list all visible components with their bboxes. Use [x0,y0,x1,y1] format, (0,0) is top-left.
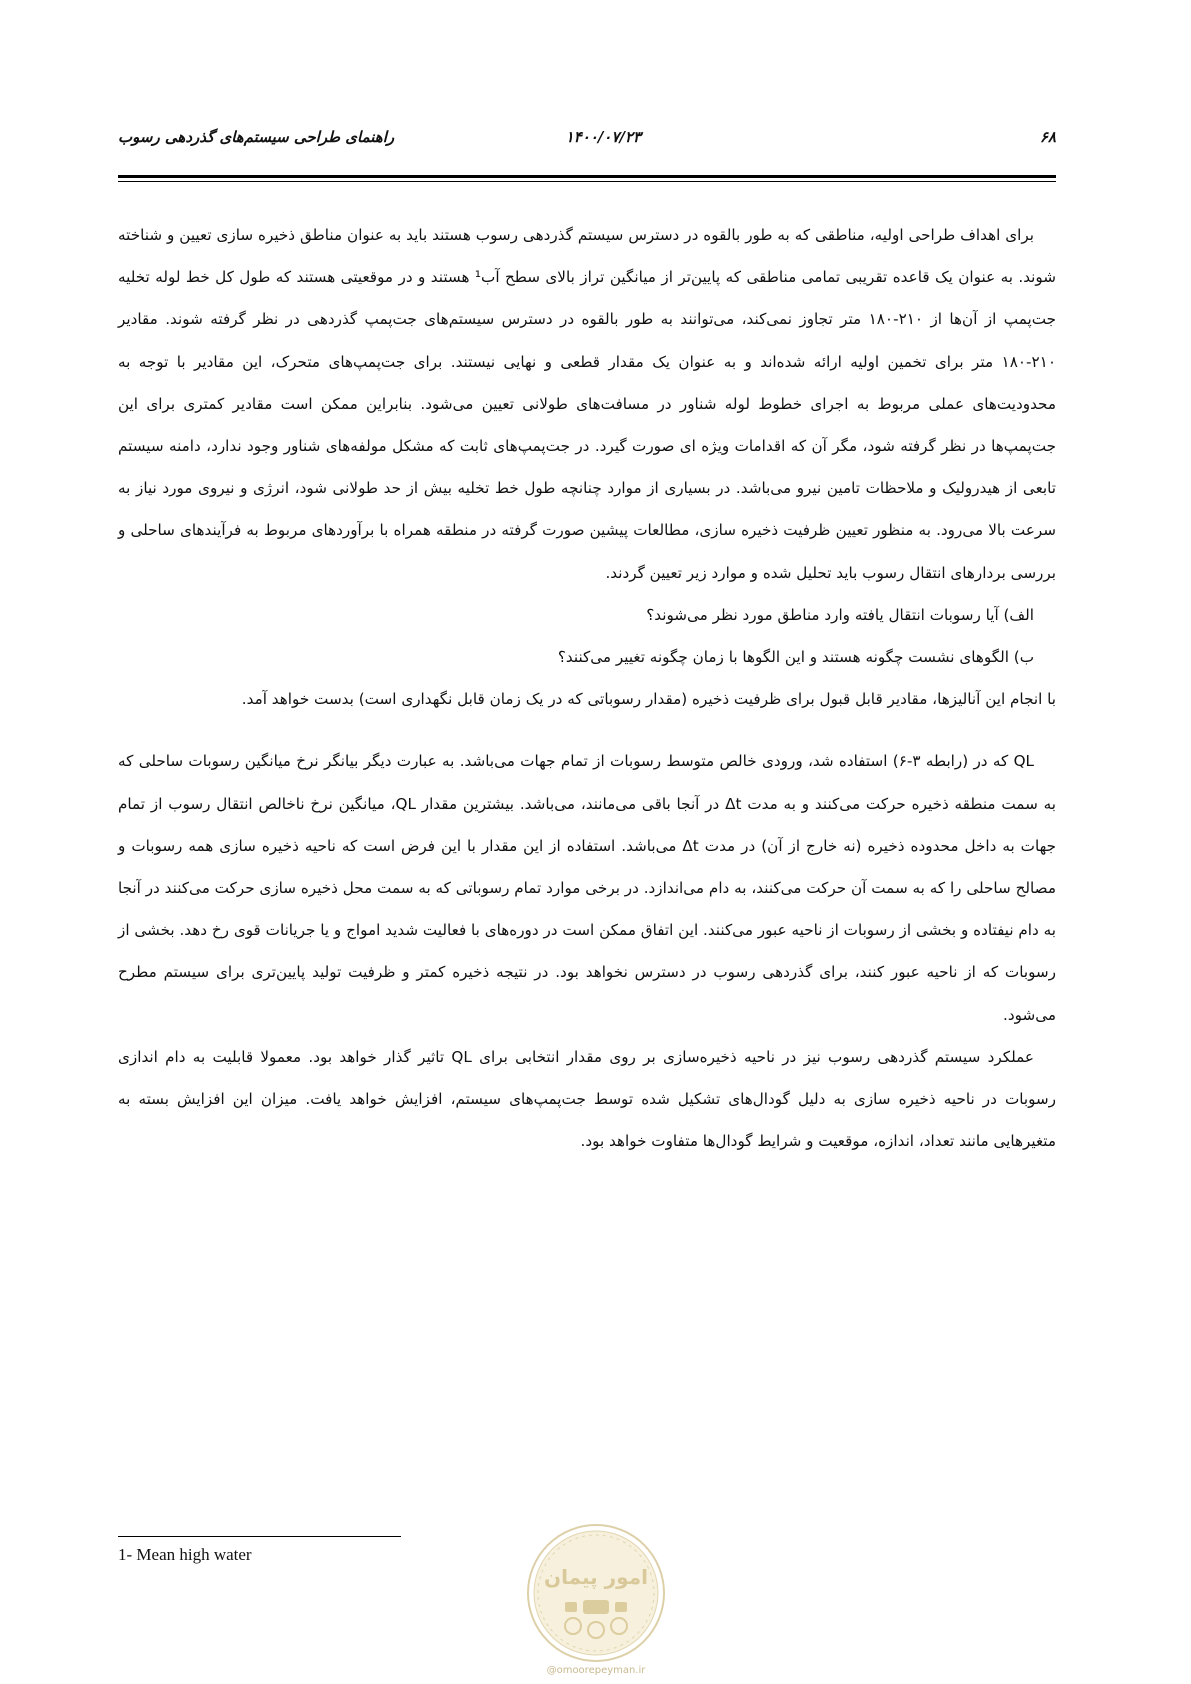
paragraph-storage-areas: برای اهداف طراحی اولیه، مناطقی که به طور بالقوه در دسترس سیستم گذردهی رسوب هستند باید به عنوان مناطق ذخیره سازی تعیین و شناخته شوند. به عنوان یک قاعده تقریبی تمامی مناطقی که پایین‌تر از میانگین تراز بالای سطح آب¹ هستند و در موقعیتی هستند که طول کل خط لوله تخلیه جت‌پمپ از آن‌ها از ۲۱۰-۱۸۰ متر تجاوز نمی‌کند، می‌توانند به طور بالقوه در دسترس سیستم‌های جت‌پمپ گذردهی در نظر گرفته شوند. مقادیر ۲۱۰-۱۸۰ متر برای تخمین اولیه ارائه شده‌اند و به عنوان یک مقدار قطعی و نهایی نیستند. برای جت‌پمپ‌های متحرک، این مقادیر با توجه به محدودیت‌های عملی مربوط به اجرای خطوط لوله شناور در مسافت‌های طولانی تعیین می‌شود. بنابراین ممکن است مقادیر کمتری برای این جت‌پمپ‌ها در نظر گرفته شود، مگر آن که اقدامات ویژه ای صورت گیرد. در جت‌پمپ‌های ثابت که مشکل مولفه‌های شناور وجود ندارد، دامنه سیستم تابعی از هیدرولیک و ملاحظات تامین نیرو می‌باشد. در بسیاری از موارد چنانچه طول خط تخلیه بیش از حد طولانی شود، انرژی و نیروی مورد نیاز به سرعت بالا می‌رود. به منظور تعیین ظرفیت ذخیره سازی، مطالعات پیشین صورت گرفته در منطقه همراه با برآوردهای مربوط به فرآیندهای ساحلی و بررسی بردارهای انتقال رسوب باید تحلیل شده و موارد زیر تعیین گردند. [118,226,1057,582]
page-number: ۶۸ [1039,128,1056,146]
seal-text: امور پیمان [544,1565,648,1589]
footnote: 1- Mean high water [118,1545,252,1564]
question-b: ب) الگوهای نشست چگونه هستند و این الگوها با زمان چگونه تغییر می‌کنند؟ [557,648,1034,667]
paragraph-ql-definition: QL که در (رابطه ۳-۶) استفاده شد، ورودی خالص متوسط رسوبات از تمام جهات می‌باشد. به عبارت دیگر بیانگر نرخ میانگین رسوبات ساحلی که به سمت منطقه ذخیره حرکت می‌کنند و به مدت Δt در آنجا باقی می‌مانند، می‌باشد. بیشترین مقدار QL، میانگین نرخ ناخالص انتقال رسوب از تمام جهات به داخل محدوده ذخیره (نه خارج از آن) در مدت Δt می‌باشد. استفاده از این مقدار با این فرض است که ناحیه ذخیره سازی همه رسوبات و مصالح ساحلی را که به سمت آن حرکت می‌کنند، به دام می‌اندازد. در برخی موارد تمام رسوباتی که به سمت محل ذخیره سازی حرکت می‌کنند در آنجا به دام نیفتاده و بخشی از رسوبات از ناحیه عبور می‌کنند. این اتفاق ممکن است در دوره‌های با فعالیت شدید امواج و یا جریانات قوی رخ دهد. بخشی از رسوبات که از ناحیه عبور کنند، برای گذردهی رسوب در دسترس نخواهد بود. در نتیجه ذخیره کمتر و ظرفیت تولید پایین‌تری برای سیستم مطرح می‌شود. [118,752,1056,1024]
question-a: الف) آیا رسوبات انتقال یافته وارد مناطق مورد نظر می‌شوند؟ [646,605,1034,624]
header-rule-thick [118,175,1056,178]
footnote-rule [118,1536,401,1537]
running-header [118,128,1056,152]
watermark-caption: @omoorepeyman.ir [546,1665,646,1676]
header-rule-thin [118,181,1056,182]
paragraph-gap [118,720,1056,740]
header-title: راهنمای طراحی سیستم‌های گذردهی رسوب [118,128,395,146]
body-text [118,214,1056,1162]
watermark-seal-icon [525,1522,667,1664]
header-date: ۱۴۰۰/۰۷/۲۳ [565,128,641,146]
paragraph-system-performance: عملکرد سیستم گذردهی رسوب نیز در ناحیه ذخیره‌سازی بر روی مقدار انتخابی برای QL تاثیر گذار خواهد بود. معمولا قابلیت به دام اندازی رسوبات در ناحیه ذخیره سازی به دلیل گودال‌های تشکیل شده توسط جت‌پمپ‌های سیستم، افزایش خواهد یافت. میزان این افزایش بسته به متغیرهایی مانند تعداد، اندازه، موقعیت و شرایط گودال‌ها متفاوت خواهد بود. [118,1047,1056,1151]
paragraph-analysis-result: با انجام این آنالیزها، مقادیر قابل قبول برای ظرفیت ذخیره (مقدار رسوباتی که در یک زمان قابل نگهداری است) بدست خواهد آمد. [241,690,1056,709]
